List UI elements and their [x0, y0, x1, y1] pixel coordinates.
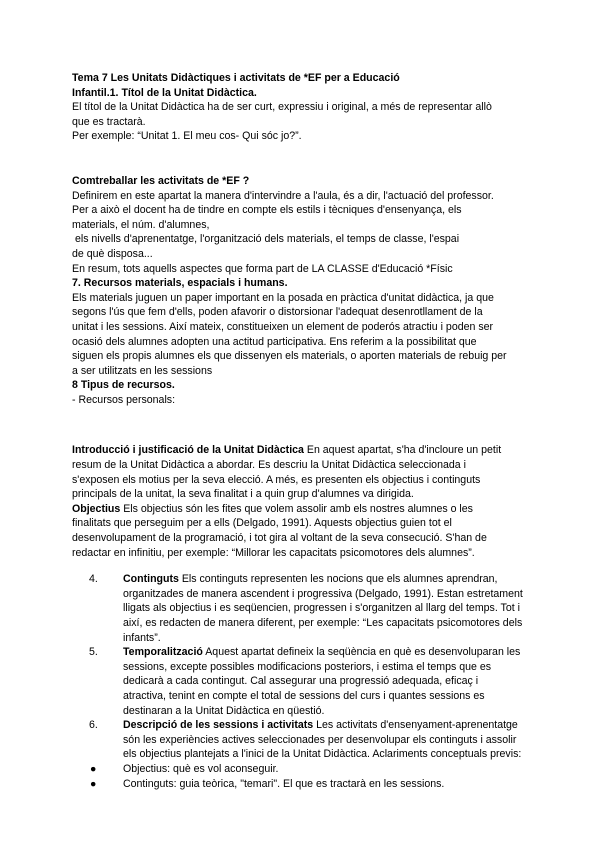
item-line: són les experiències actives seleccionades per desenvolupar els continguts i assolir — [123, 733, 517, 746]
paragraph-line: En resum, tots aquells aspectes que forma part de LA CLASSE d'Educació *Físic — [72, 262, 453, 275]
document-title: Tema 7 Les Unitats Didàctiques i activitats de *EF per a Educació — [72, 72, 400, 84]
objectives-paragraph — [72, 502, 532, 517]
paragraph-line: a ser utilitzats en les sessions — [72, 364, 213, 377]
item-line: els objectius plantejats a l'inici de la Unitat Didàctica. Aclariments conceptuals previs: — [123, 748, 522, 761]
item-line: organitzades de manera ascendent i progressiva (Delgado, 1991). Estan estretament — [123, 587, 523, 600]
bullet-item — [72, 777, 532, 792]
item-line: infants”. — [123, 631, 161, 644]
paragraph-line: Per exemple: “Unitat 1. El meu cos- Qui sóc jo?”. — [72, 130, 302, 143]
heading-activities: Comtreballar les activitats de *EF ? — [72, 174, 250, 187]
paragraph-line: de què disposa... — [72, 247, 153, 260]
heading-resources: 7. Recursos materials, espacials i humans. — [72, 277, 288, 290]
bullet-icon: ● — [90, 777, 97, 790]
paragraph-line: segons l'ús que fem d'ells, poden afavorir o distorsionar l'adequat desenrotllament de la — [72, 306, 483, 319]
paragraph-text: En aquest apartat, s'ha d'incloure un petit — [303, 444, 502, 457]
intro-heading: Introducció i justificació de la Unitat Didàctica — [72, 444, 304, 457]
bullet-text: Objectius: què es vol aconseguir. — [123, 762, 279, 775]
document-page — [72, 71, 532, 791]
intro-paragraph — [72, 443, 532, 458]
bullet-icon: ● — [90, 762, 97, 775]
item-text: Els continguts representen les nocions que els alumnes aprendran, — [178, 573, 498, 586]
bullet-text: Continguts: guia teòrica, "temari". El que es tractarà en les sessions. — [123, 777, 445, 790]
paragraph-line: siguen els propis alumnes els que dissenyen els materials, o aporten materials de rebuig per — [72, 350, 507, 363]
paragraph-line: unitat i les sessions. Així mateix, constitueixen un element de poderós atractiu i poden ser — [72, 320, 494, 333]
item-heading: Continguts — [123, 573, 179, 586]
numbered-item-timing — [72, 645, 532, 718]
heading-unit-title: Infantil.1. Títol de la Unitat Didàctica. — [72, 86, 257, 99]
paragraph-line: finalitats que perseguim per a ells (Delgado, 1991). Aquests objectius guien tot el — [72, 517, 452, 530]
paragraph-line: - Recursos personals: — [72, 393, 176, 406]
paragraph-line: Per a això el docent ha de tindre en compte els estils i tècniques d'ensenyança, els — [72, 204, 462, 217]
item-heading: Temporalització — [123, 646, 203, 659]
paragraph-text: Els objectius són les fites que volem assolir amb els nostres alumnes o les — [120, 502, 473, 515]
paragraph-line: els nivells d'aprenentatge, l'organització dels materials, el temps de classe, l'espai — [72, 233, 460, 246]
item-heading: Descripció de les sessions i activitats — [123, 719, 314, 732]
numbered-item-contents — [72, 572, 532, 645]
paragraph-line: redactar en infinitiu, per exemple: “Millorar les capacitats psicomotores dels alumnes”. — [72, 546, 475, 559]
item-line: atractiva, tenint en compte el total de sessions del curs i quantes sessions es — [123, 689, 485, 702]
heading-resource-types: 8 Tipus de recursos. — [72, 379, 175, 392]
item-line: lligats als objectius i es seqüencien, progressen i s'organitzen al llarg del temps. Tot i — [123, 602, 520, 615]
paragraph-line: que es tractarà. — [72, 115, 146, 128]
bullet-item — [72, 762, 532, 777]
list-number: 4. — [89, 573, 98, 586]
paragraph-line: resum de la Unitat Didàctica a abordar. Es descriu la Unitat Didàctica seleccionada i — [72, 459, 466, 472]
item-line: sessions, excepte possibles modificacions posteriors, i estima el temps que es — [123, 660, 492, 673]
list-number: 5. — [89, 646, 98, 659]
paragraph-line: desenvolupament de la programació, i tot gira al voltant de la seva consecució. S'han de — [72, 532, 487, 545]
paragraph-line: El títol de la Unitat Didàctica ha de ser curt, expressiu i original, a més de representar allò — [72, 101, 492, 114]
numbered-item-sessions — [72, 718, 532, 762]
objectives-heading: Objectius — [72, 502, 121, 515]
paragraph-line: materials, el núm. d'alumnes, — [72, 218, 210, 231]
paragraph-line: Els materials juguen un paper important en la posada en pràctica d'unitat didàctica, ja que — [72, 291, 494, 304]
paragraph-line: Definirem en este apartat la manera d'intervindre a l'aula, és a dir, l'actuació del professor. — [72, 189, 494, 202]
paragraph-line: ocasió dels alumnes adopten una actitud participativa. Ens referim a la possibilitat que — [72, 335, 477, 348]
item-text: Les activitats d'ensenyament-aprenentatge — [313, 719, 518, 732]
item-line: així, es redacten de manera diferent, per exemple: “Les capacitats psicomotores dels — [123, 617, 523, 629]
list-number: 6. — [89, 719, 98, 732]
item-line: dedicarà a cada contingut. Cal assegurar una progressió adequada, eficaç i — [123, 675, 479, 688]
item-line: destinaran a la Unitat Didàctica en qüestió. — [123, 704, 325, 717]
paragraph-line: principals de la unitat, la seva finalitat i a quin grup d'alumnes va dirigida. — [72, 488, 414, 501]
item-text: Aquest apartat defineix la seqüència en què es desenvoluparan les — [202, 646, 521, 659]
paragraph-line: s'exposen els motius per la seva elecció. A més, es presenten els objectius i continguts — [72, 473, 481, 486]
